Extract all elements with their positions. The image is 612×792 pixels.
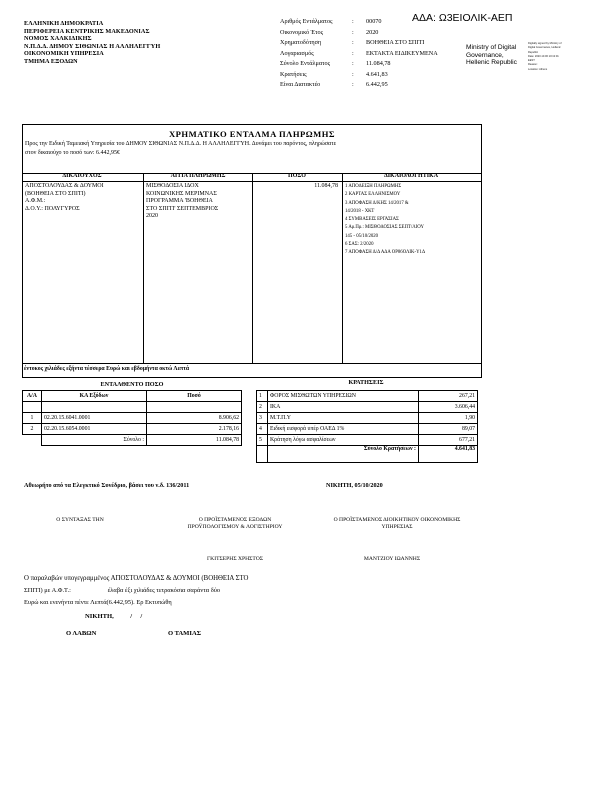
attachment-item: 14/2018 - ΧΚΤ (345, 208, 375, 214)
attachment-item: 145 - 05/10/2020 (345, 233, 379, 239)
gov-line: Ministry of Digital (466, 44, 517, 51)
audit-note: Αθεωρήτο από τα Ελεγκτικό Συνέδριο, βάσει του ν.δ. 136/2011 (24, 482, 190, 489)
role-head-admin: Ο ΠΡΟΪΣΤΑΜΕΝΟΣ ΔΙΟΙΚΗΤΙΚΟΥ ΟΙΚΟΝΟΜΙΚΗΣ ΥΠΗΡΕΣΙΑΣ (333, 517, 461, 530)
meta-value: 4.641,83 (366, 70, 388, 78)
deduction-amount: 3.606,44 (419, 402, 478, 413)
issuer-line: ΝΟΜΟΣ ΧΑΛΚΙΔΙΚΗΣ (24, 35, 92, 43)
attachment-item: 4 ΣΥΜΒΑΣΕΙΣ ΕΡΓΑΣΙΑΣ (345, 217, 399, 223)
committed-title: ΕΝΤΑΛΘΕΝΤΟ ΠΟΣΟ (100, 381, 164, 388)
row-index: 1 (257, 391, 268, 402)
issuer-line: ΠΕΡΙΦΕΡΕΙΑ ΚΕΝΤΡΙΚΗΣ ΜΑΚΕΔΟΝΙΑΣ (24, 27, 150, 35)
beneficiary-cell (25, 183, 141, 213)
table-row (23, 413, 242, 424)
beneficiary-line: Α.Φ.Μ.: (25, 198, 46, 205)
reason-line: 2020 (146, 213, 158, 220)
deduction-amount: 1,90 (419, 413, 478, 424)
meta-value: 6.442,95 (366, 81, 388, 88)
gov-signature-label (466, 44, 517, 67)
meta-key: Αριθμός Εντάλματος (280, 18, 333, 25)
col-header-attachments: ΔΙΚΑΙΟΛΟΓΗΤΙΚΑ (383, 173, 439, 179)
amount-in-words: έντοκος χιλιάδες εξήντα τέσσερα Ευρώ και εβδομήντα οκτώ Λεπτά (24, 366, 190, 372)
deduction-label: ΦΟΡΟΣ ΜΙΣΘΩΤΩΝ ΥΠΗΡΕΣΙΩΝ (268, 391, 419, 402)
role-author: Ο ΣΥΝΤΑΞΑΣ ΤΗΝ (56, 517, 104, 523)
deductions-total: 4.641,83 (419, 446, 478, 463)
meta-value: ΕΚΤΑΚΤΑ ΕΙΔΙΚΕΥΜΕΝΑ (366, 49, 438, 57)
gov-line: Governance, (466, 51, 504, 59)
cashier-label: Ο ΤΑΜΙΑΣ (168, 630, 202, 637)
receipt-line-3: Ευρώ και ενενήντα πέντε Λεπτά(6.442,95). Ερ Εκτυπώθη (24, 599, 172, 606)
reason-line: ΣΤΟ ΣΠΙΤΙ' ΣΕΠΤΕΜΒΡΙΟΣ (146, 205, 219, 212)
sig-line: EEST (528, 59, 535, 63)
meta-value: 11.084,78 (366, 60, 391, 67)
issuer-line: ΕΛΛΗΝΙΚΗ ΔΗΜΟΚΡΑΤΙΑ (24, 20, 104, 27)
table-row (257, 424, 478, 435)
sig-line: Location: Athens (528, 67, 548, 71)
receipt-line-2: ΣΠΙΤΙ) με Α.Φ.Τ.: έλαβα έξι χιλιάδες τετρακόσια σαράντα δύο (24, 587, 221, 594)
signer-name-1: ΓΚΙΤΣΕΡΗΣ ΧΡΗΣΤΟΣ (206, 556, 264, 562)
deduction-amount: 267,21 (419, 391, 478, 402)
receipt-line-1: Ο παραλαβών υπογεγραμμένος ΑΠΟΣΤΟΛΟΥΔΑΣ & ΔΟΥΜΟΙ (ΒΟΗΘΕΙΑ ΣΤΟ (24, 575, 249, 582)
reason-line: ΠΡΟΓΡΑΜΜΑ 'ΒΟΗΘΕΙΑ (146, 198, 213, 205)
meta-value: ΒΟΗΘΕΙΑ ΣΤΟ ΣΠΙΤΙ (366, 39, 425, 46)
deduction-label: ΙΚΑ (268, 402, 419, 413)
table-row (257, 391, 478, 402)
ada-code: ΑΔΑ: Ω3ΕΙΟΛΙΚ-ΑΕΠ (412, 12, 513, 24)
beneficiary-line: (ΒΟΗΘΕΙΑ ΣΤΟ ΣΠΙΤΙ) (25, 190, 86, 197)
beneficiary-line: Δ.Ο.Υ.: ΠΟΛΥΓΥΡΟΣ (25, 205, 80, 212)
attachment-item: 6 ΣΑΣ: 2/2020 (345, 242, 374, 248)
deduction-label: Ειδική εισφορά υπέρ ΟΑΕΔ 1% (268, 424, 419, 435)
committed-total: 11.084,78 (147, 435, 242, 446)
receipt-place: ΝΙΚΗΤΗ, / / (85, 613, 143, 620)
meta-key: Λογαριασμός (280, 49, 314, 57)
digital-signature-details (528, 42, 594, 72)
meta-value: 00070 (366, 18, 382, 25)
signer-name-2: ΜΑΝΤΖΙΟΥ ΙΩΑΝΝΗΣ (363, 556, 421, 562)
deductions-total-label: Σύνολο Κρατήσεων : (268, 446, 419, 463)
row-index: 2 (23, 424, 42, 435)
attachment-item: 1 ΑΠΟΔΕΙΞΗ ΠΛΗΡΩΜΗΣ (345, 184, 402, 189)
order-meta: Αριθμός Εντάλματος : 00070 Οικονομικό Έτος : 2020 Χρηματοδότηση : ΒΟΗΘΕΙΑ ΣΤΟ ΣΠΙΤΙ Λογαριασμός : ΕΚΤΑΚΤΑ ΕΙΔΙΚΕΥΜΕΝΑ Σύνολο Εντάλματος : 11.084,78 Κρατήσεις : 4.641,83 Είναι Διατακτέο : 6.442,95 (280, 17, 438, 91)
total-label: Σύνολο : (42, 435, 147, 446)
receiver-label: Ο ΛΑΒΩΝ (66, 630, 97, 637)
expense-code: 02.20.15.6054.0001 (42, 424, 147, 435)
meta-key: Χρηματοδότηση (280, 39, 322, 46)
beneficiary-line: ΑΠΟΣΤΟΛΟΥΔΑΣ & ΔΟΥΜΟΙ (25, 183, 104, 189)
attachment-item: 5 Αρ.Πρ.: ΜΙΣΘΟΔΟΣΙΑΣ ΣΕΠΤ/ΛΙΟΥ (345, 225, 424, 231)
table-row (23, 424, 242, 435)
col-header-amount: ΠΟΣΟ (288, 173, 306, 179)
place-date: ΝΙΚΗΤΗ, 05/10/2020 (326, 482, 383, 489)
table-row (257, 413, 478, 424)
meta-key: Οικονομικό Έτος (280, 28, 324, 36)
committed-table (22, 390, 242, 446)
row-index: 5 (257, 435, 268, 446)
attachment-item: 2 ΚΑΡΤΑΣ ΕΛΛΗΝΙΣΜΟΥ (345, 192, 401, 198)
role-head-expenses: Ο ΠΡΟΪΣΤΑΜΕΝΟΣ ΕΞΟΔΩΝ ΠΡΟΫΠΟΛΟΓΙΣΜΟΥ & ΛΟΓΙΣΤΗΡΙΟΥ (187, 517, 283, 530)
sig-line: Digital Governance, Hellenic (528, 46, 561, 50)
reason-cell (146, 183, 250, 221)
expense-code: 02.20.15.6041.0001 (42, 413, 147, 424)
issuer-line: Ν.Π.Δ.Δ. ΔΗΜΟΥ ΣΙΘΩΝΙΑΣ Η ΑΛΛΗΛΕΓΓΥΗ (24, 42, 161, 50)
sig-line: Republic (528, 50, 539, 54)
row-index: 2 (257, 402, 268, 413)
reason-line: ΚΟΙΝΩΝΙΚΗΣ ΜΕΡΙΜΝΑΣ (146, 190, 217, 197)
reason-line: ΜΙΣΘΟΔΟΣΙΑ ΙΔΟΧ (146, 183, 199, 189)
attachments-list (345, 183, 479, 258)
col-header: Α/Α (23, 391, 42, 402)
deduction-label: Κράτηση λόγω ασφαλίσεων (268, 435, 419, 446)
deduction-amount: 677,21 (419, 435, 478, 446)
meta-key: Είναι Διατακτέο (280, 81, 321, 88)
deductions-title: ΚΡΑΤΗΣΕΙΣ (348, 379, 384, 386)
row-index: 3 (257, 413, 268, 424)
col-header: Ποσό (147, 391, 242, 402)
meta-key: Σύνολο Εντάλματος (280, 60, 331, 67)
row-index: 4 (257, 424, 268, 435)
table-row (257, 435, 478, 446)
col-header: ΚΑ Εξόδων (42, 391, 147, 402)
intro-line-2: στον δικαιούχο το ποσό των: 6.442,95€ (25, 150, 120, 156)
row-amount: 2.178,16 (147, 424, 242, 435)
issuer-line: ΤΜΗΜΑ ΕΞΟΔΩΝ (24, 57, 78, 65)
col-header-reason: ΑΙΤΙΑ ΠΛΗΡΩΜΗΣ (170, 173, 226, 179)
attachment-item: 7 ΑΠΟΦΑΣΗ Δ/Δ ΑΔΑ ΟΡ86ΟΛΙΚ-Υ1Δ (345, 250, 426, 256)
row-index: 1 (23, 413, 42, 424)
sig-line: Date: 2020.10.06 10:13:01 (528, 54, 559, 58)
issuer-block (24, 20, 160, 66)
amount-cell: 11.084,78 (314, 183, 338, 189)
deductions-table (256, 390, 478, 463)
sig-line: Digitally signed by Ministry of (528, 42, 562, 45)
issuer-line: ΟΙΚΟΝΟΜΙΚΗ ΥΠΗΡΕΣΙΑ (24, 50, 104, 58)
attachment-item: 3 ΑΠΟΦΑΣΗ Δ/ΚΗΣ 14/2017 & (345, 200, 409, 206)
row-amount: 8.906,62 (147, 413, 242, 424)
deduction-label: Μ.Τ.Π.Υ (268, 413, 419, 424)
intro-line-1: Προς την Ειδική Ταμειακή Υπηρεσία του ΔΗΜΟΥ ΣΙΘΩΝΙΑΣ Ν.Π.Δ.Δ. Η ΑΛΛΗΛΕΓΓΥΗ. Δυνάμει του παρόντος, πληρώσατε (25, 141, 337, 147)
meta-key: Κρατήσεις (280, 70, 307, 78)
document-title: ΧΡΗΜΑΤΙΚΟ ΕΝΤΑΛΜΑ ΠΛΗΡΩΜΗΣ (168, 129, 336, 139)
meta-value: 2020 (366, 28, 379, 36)
gov-line: Hellenic Republic (466, 59, 517, 66)
col-header-beneficiary: ΔΙΚΑΙΟΥΧΟΣ (62, 173, 102, 179)
table-row (257, 402, 478, 413)
deduction-amount: 89,07 (419, 424, 478, 435)
sig-line: Reason: (528, 63, 538, 67)
